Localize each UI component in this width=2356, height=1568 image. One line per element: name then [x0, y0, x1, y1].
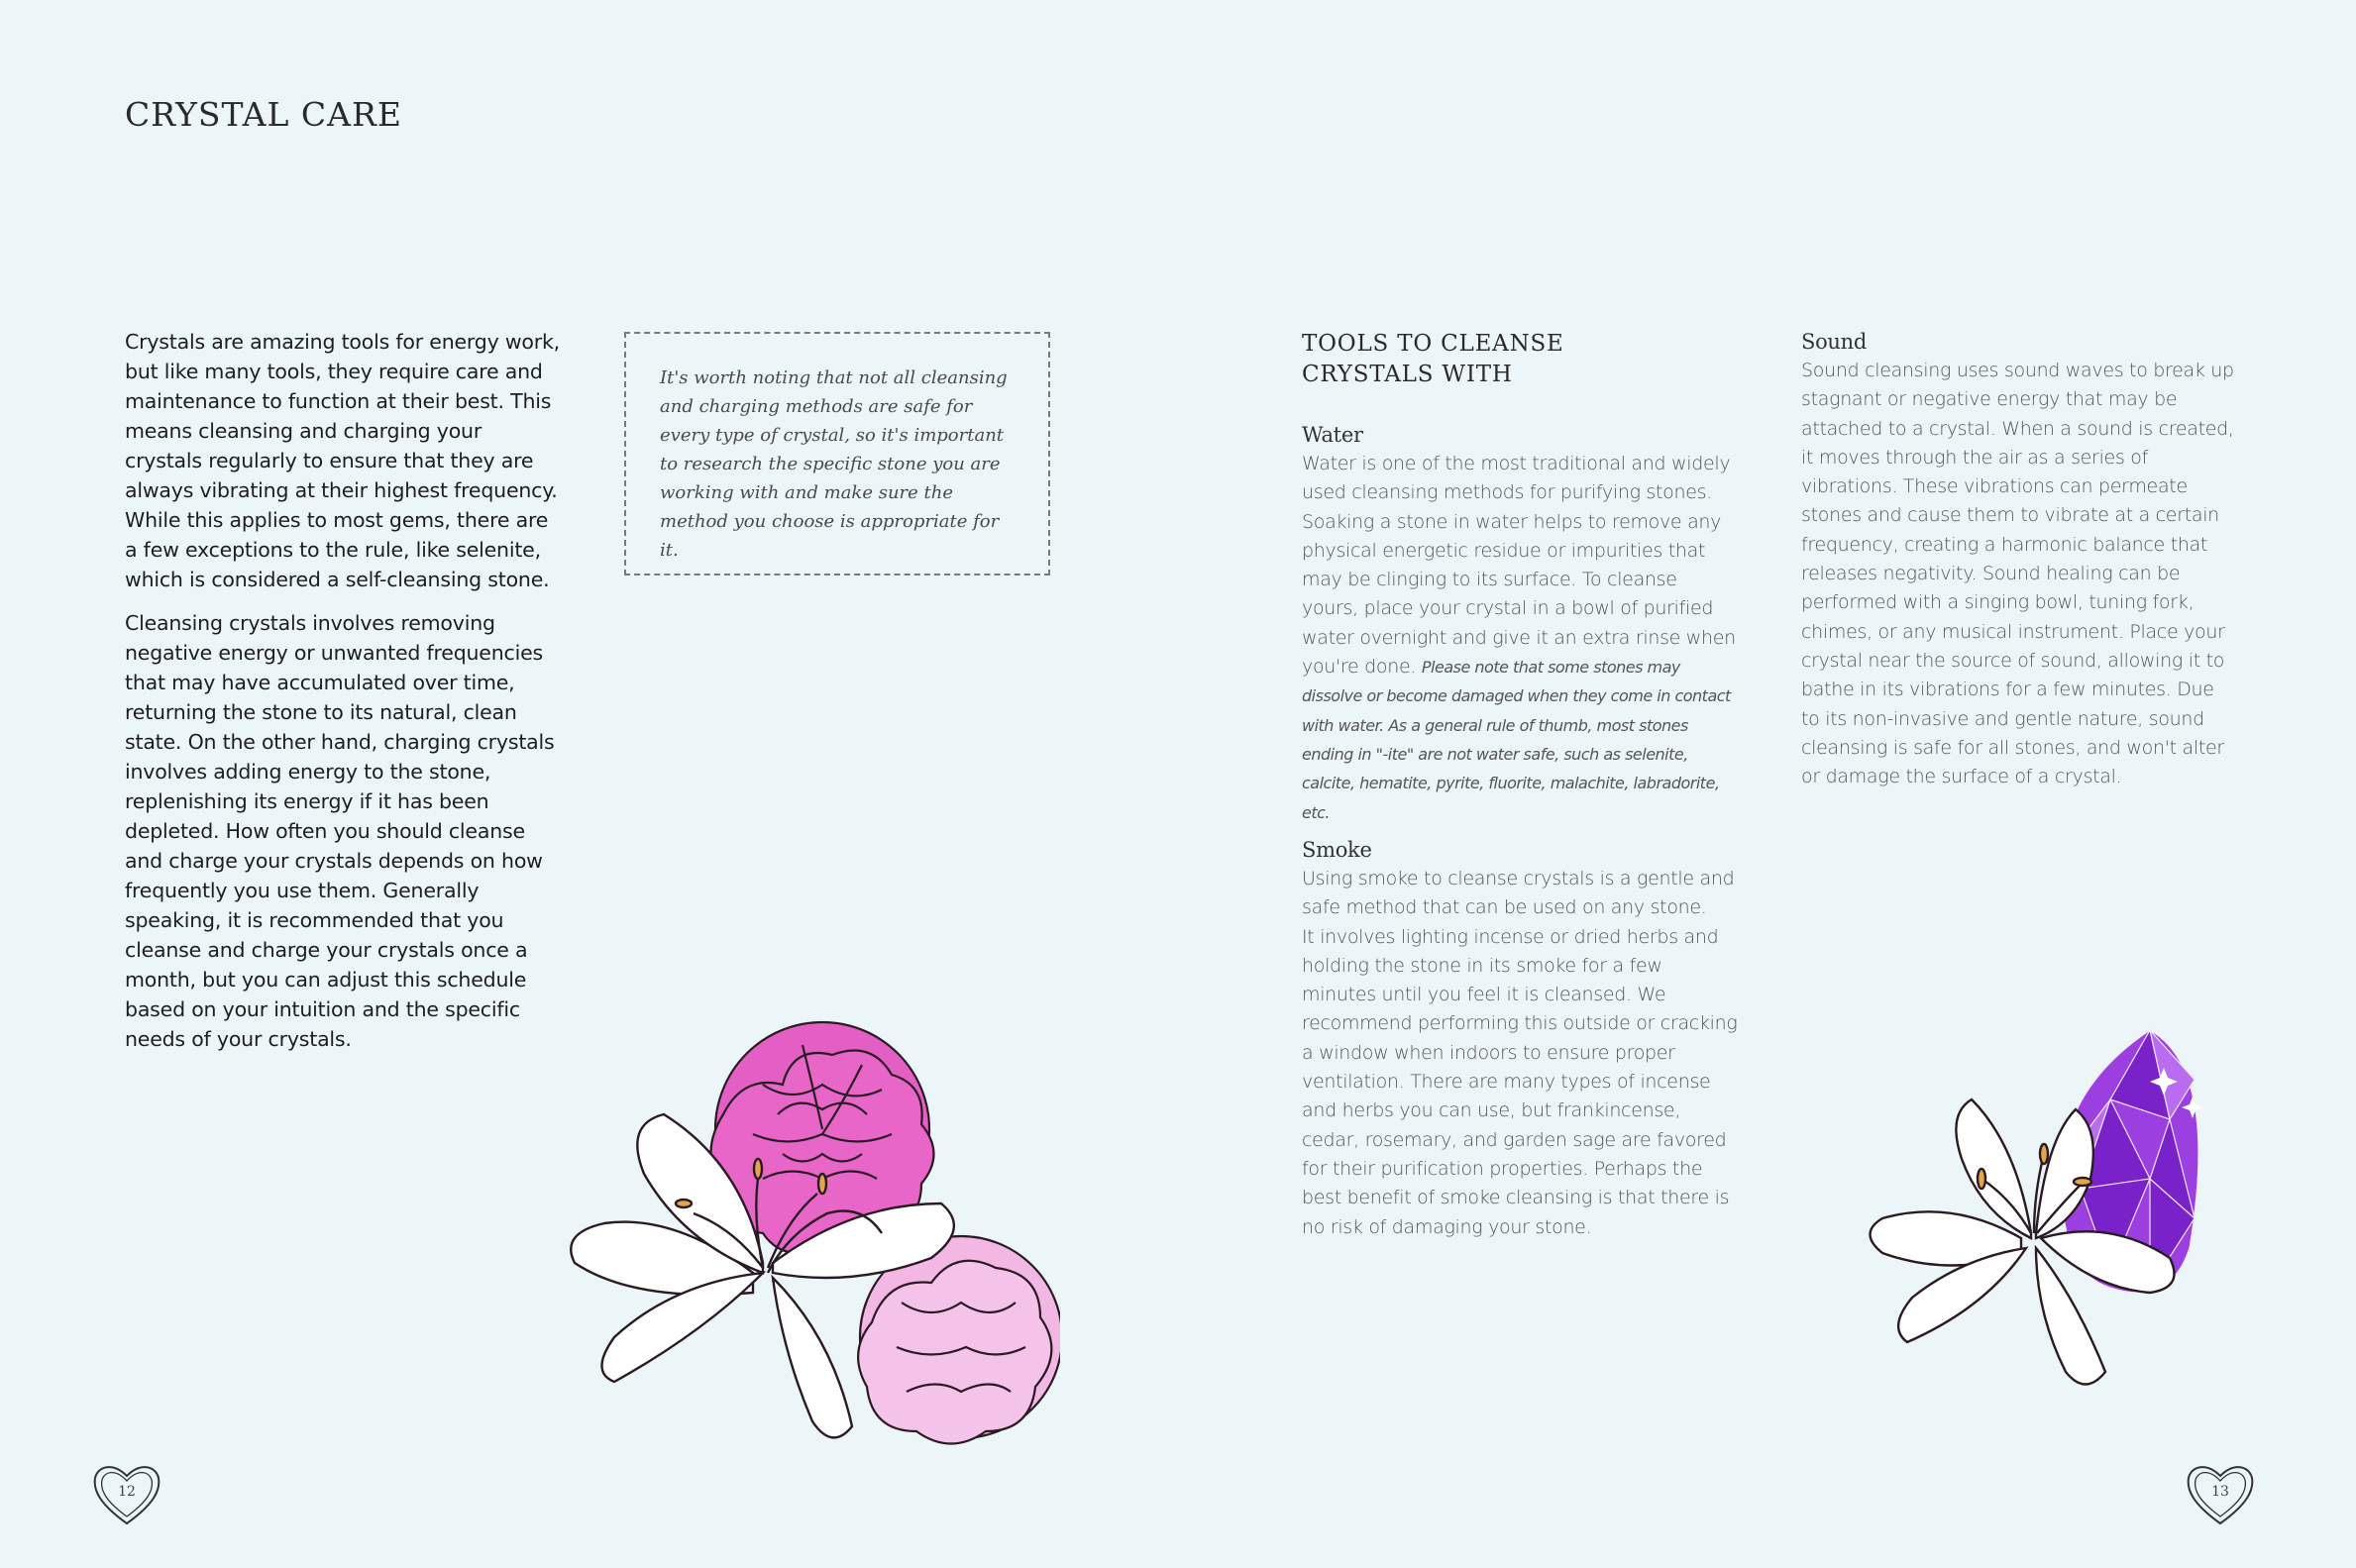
smoke-body	[1302, 865, 1738, 1242]
water-body	[1302, 450, 1738, 827]
crystal-lily-illustration	[1853, 1020, 2249, 1420]
water-section	[1302, 420, 1738, 827]
smoke-section	[1302, 835, 1738, 1242]
page-number-text: 12	[118, 1484, 136, 1500]
intro-text	[125, 327, 561, 1068]
smoke-body-text: It involves lighting incense or dried herbs and holding the stone in its smoke for a few minutes until you feel it is cleansed. We recommend performing this outside or cracking a window when indoors to ensure proper ventilation. There are many types of incense and herbs you can use, but frankincense, cedar, rosemary, and garden sage are favored for their purification properties. Perhaps the best benefit of smoke cleansing is that there is no risk of damaging your stone.	[1302, 925, 1738, 1238]
flowers-illustration	[565, 1005, 1060, 1485]
page-number-left	[89, 1460, 164, 1529]
tools-heading	[1302, 329, 1619, 390]
sound-title: Sound	[1801, 330, 1868, 354]
smoke-title: Smoke	[1302, 838, 1372, 862]
sound-section	[1801, 327, 2237, 791]
page-number-text: 13	[2211, 1484, 2229, 1500]
tools-heading-line: TOOLS TO CLEANSE	[1302, 331, 1564, 357]
tools-heading-line: CRYSTALS WITH	[1302, 362, 1513, 387]
water-body-text: Water is one of the most traditional and widely used cleansing methods for purifying stones. Soaking a stone in water helps to remove any physical energetic residue or impurities that may be clinging to its surface. To cleanse yours, place your crystal in a bowl of purified water overnight and give it an extra rinse when you're done.	[1302, 453, 1736, 679]
page-number-right	[2183, 1460, 2258, 1529]
water-note: Please note that some stones may dissolve or become damaged when they come in contact with water. As a general rule of thumb, most stones ending in "-ite" are not water safe, such as selenite, calcite, hematite, pyrite, fluorite, malachite, labradorite, etc.	[1302, 658, 1731, 822]
intro-paragraph: Cleansing crystals involves removing negative energy or unwanted frequencies that may have accumulated over time, returning the stone to its natural, clean state. On the other hand, charging crystals involves adding energy to the stone, replenishing its energy if it has been depleted. How often you should cleanse and charge your crystals depends on how frequently you use them. Generally speaking, it is recommended that you cleanse and charge your crystals once a month, but you can adjust this schedule based on your intuition and the specific needs of your crystals.	[125, 611, 555, 1051]
smoke-body-text: Using smoke to cleanse crystals is a gentle and safe method that can be used on any stone.	[1302, 868, 1735, 919]
intro-paragraph: Crystals are amazing tools for energy work, but like many tools, they require care and maintenance to function at their best. This means cleansing and charging your crystals regularly to ensure that they are always vibrating at their highest frequency. While this applies to most gems, there are a few exceptions to the rule, like selenite, which is considered a self-cleansing stone.	[125, 330, 560, 591]
page-title: CRYSTAL CARE	[125, 95, 402, 134]
water-title: Water	[1302, 423, 1363, 447]
sound-body: Sound cleansing uses sound waves to break up stagnant or negative energy that may be attached to a crystal. When a sound is created, it moves through the air as a series of vibrations. These vibrations can permeate stones and cause them to vibrate at a certain frequency, creating a harmonic balance that releases negativity. Sound healing can be performed with a singing bowl, tuning fork, chimes, or any musical instrument. Place your crystal near the source of sound, allowing it to bathe in its vibrations for a few minutes. Due to its non-invasive and gentle nature, sound cleansing is safe for all stones, and won't alter or damage the surface of a crystal.	[1801, 360, 2234, 788]
callout-box: It's worth noting that not all cleansing and charging methods are safe for every type of crystal, so it's important to research the specific stone you are working with and make sure the method you choose is appropriate for it.	[624, 332, 1050, 575]
